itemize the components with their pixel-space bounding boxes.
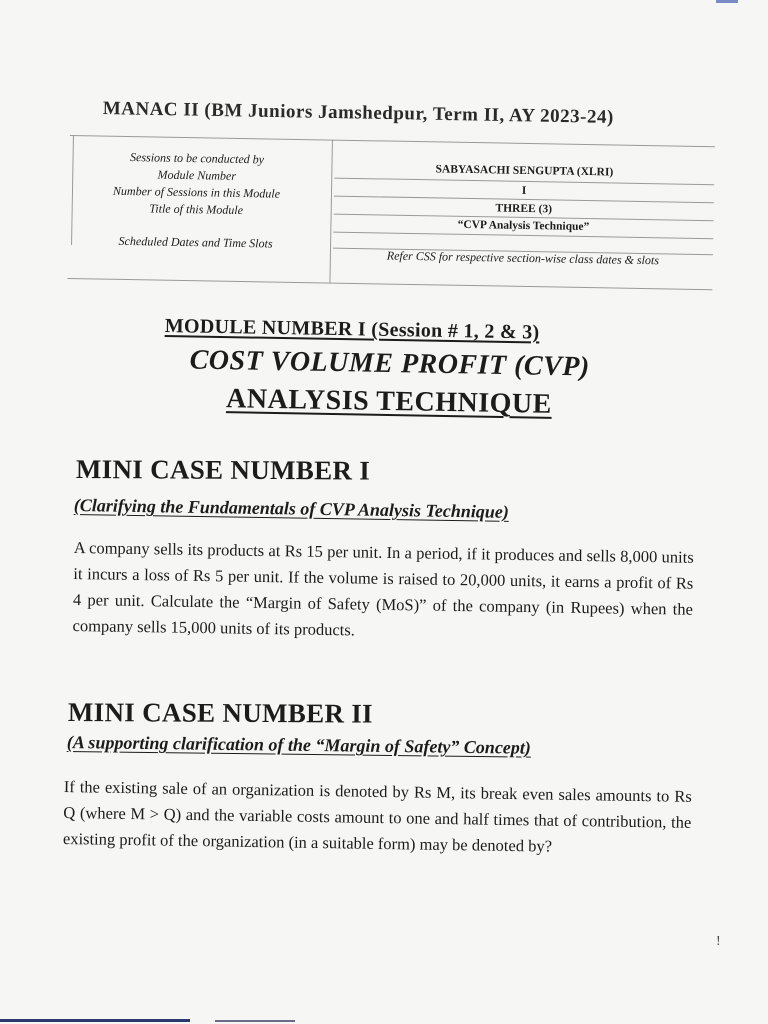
- corner-mark: [716, 0, 738, 3]
- document-header: MANAC II (BM Juniors Jamshedpur, Term II, AY 2023-24): [102, 98, 614, 128]
- case1-body: A company sells its products at Rs 15 per unit. In a period, if it produces and sells 8,000 units it incurs a loss of Rs 5 per unit. If the volume is raised to 20,000 units, it earns a profit of Rs 4 per unit. Calculate the “Margin of Safety (MoS)” of the company (in Rupees) when the company sells 15,000 units of its products.: [72, 537, 694, 640]
- label-number-of-sessions: Number of Sessions in this Module: [112, 183, 281, 201]
- module-title: [99, 340, 680, 426]
- table-line-top: [70, 135, 715, 147]
- margin-mark: !: [716, 934, 721, 949]
- info-table: [67, 133, 715, 294]
- value-module-number: I: [521, 184, 527, 197]
- case2-body: If the existing sale of an organization is denoted by Rs M, its break even sales amounts to Rs Q (where M > Q) and the variable costs amount to one and half times that of contribution, the existing profit of the organization (in a suitable form) may be denoted by?: [62, 776, 692, 856]
- case2-subtitle: (A supporting clarification of the “Margin of Safety” Concept): [66, 732, 531, 758]
- case1-subtitle: (Clarifying the Fundamentals of CVP Analysis Technique): [73, 495, 510, 522]
- case1-heading: MINI CASE NUMBER I: [75, 454, 371, 486]
- value-module-title: “CVP Analysis Technique”: [457, 218, 590, 234]
- module-title-line1: COST VOLUME PROFIT (CVP): [189, 344, 590, 383]
- bottom-edge-line: [0, 1019, 190, 1022]
- value-instructor: SABYASACHI SENGUPTA (XLRI): [435, 163, 614, 179]
- module-title-line2: ANALYSIS TECHNIQUE: [225, 383, 553, 420]
- value-scheduled-dates: Refer CSS for respective section-wise class dates & slots: [386, 248, 660, 268]
- label-scheduled-dates: Scheduled Dates and Time Slots: [118, 233, 273, 251]
- case2-heading: MINI CASE NUMBER II: [67, 697, 373, 729]
- value-number-of-sessions: THREE (3): [495, 202, 553, 216]
- module-number-heading: MODULE NUMBER I (Session # 1, 2 & 3): [164, 315, 540, 344]
- bottom-edge-line: [215, 1020, 295, 1022]
- label-sessions-conducted: Sessions to be conducted by: [129, 150, 265, 167]
- label-module-number: Module Number: [157, 167, 237, 183]
- table-line-bottom: [67, 278, 712, 290]
- label-module-title: Title of this Module: [149, 201, 244, 218]
